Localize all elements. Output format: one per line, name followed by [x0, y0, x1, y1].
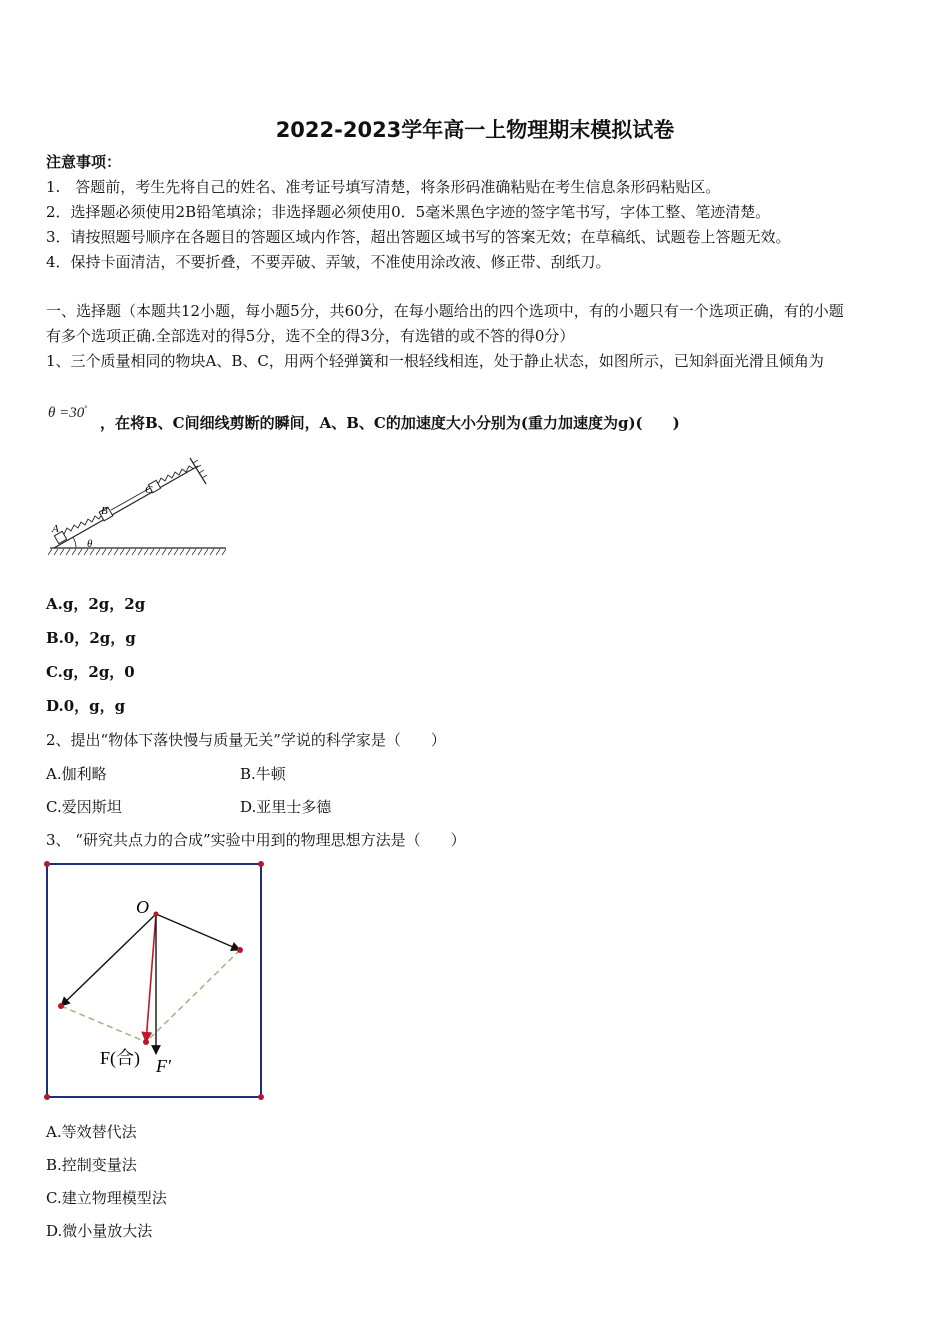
q1-option-a[interactable]: A.g，2g，2g: [46, 595, 146, 613]
q3-stem: 3、 “研究共点力的合成”实验中用到的物理思想方法是（ ）: [46, 831, 466, 849]
frame-corner-br: [258, 1094, 264, 1100]
q1-theta-formula: [48, 404, 87, 422]
incline-surface: [54, 466, 198, 548]
q3-option-b[interactable]: B.控制变量法: [46, 1156, 137, 1174]
force-f1-arrow: [61, 914, 156, 1006]
ground-hatching: [48, 549, 226, 555]
q1-stem-line-2: ，在将B、C间细线剪断的瞬间，A、B、C的加速度大小分别为(重力加速度为g)( ): [100, 414, 680, 432]
notice-item-4: 4．保持卡面清洁，不要折叠，不要弄破、弄皱，不准使用涂改液、修正带、刮纸刀。: [46, 253, 611, 271]
label-o: O: [136, 897, 149, 917]
frame-corner-bl: [44, 1094, 50, 1100]
spring-c-wall: [158, 466, 194, 484]
theta-arc: [73, 537, 76, 548]
q1-theta-text: θ =30: [48, 405, 85, 421]
force-f2-arrow: [156, 914, 240, 950]
label-b: B: [101, 505, 108, 517]
q1-stem-line-1: 1、三个质量相同的物块A、B、C，用两个轻弹簧和一根轻线相连，处于静止状态，如图所示，已知斜面光滑且倾角为: [46, 352, 824, 370]
resultant-force-arrow: [146, 914, 156, 1042]
label-a: A: [52, 523, 59, 535]
label-theta: θ: [87, 538, 93, 550]
q3-option-a[interactable]: A.等效替代法: [46, 1123, 137, 1141]
frame-corner-tl: [44, 861, 50, 867]
section-instructions-line-2: 有多个选项正确.全部选对的得5分，选不全的得3分，有选错的或不答的得0分）: [46, 327, 575, 345]
page-title: 2022-2023学年高一上物理期末模拟试卷: [275, 118, 675, 142]
q2-option-c[interactable]: C.爱因斯坦: [46, 798, 122, 816]
point-f2-end: [237, 947, 243, 953]
q3-option-c[interactable]: C.建立物理模型法: [46, 1189, 167, 1207]
q1-option-d[interactable]: D.0，g，g: [46, 697, 126, 715]
q1-option-b[interactable]: B.0，2g，g: [46, 629, 136, 647]
label-f-resultant: F(合): [100, 1048, 140, 1068]
q2-stem: 2、提出“物体下落快慢与质量无关”学说的科学家是（ ）: [46, 731, 446, 749]
q2-option-b[interactable]: B.牛顿: [240, 765, 286, 783]
frame-corner-tr: [258, 861, 264, 867]
q1-option-c[interactable]: C.g，2g，0: [46, 663, 135, 681]
q2-option-a[interactable]: A.伽利略: [46, 765, 107, 783]
section-instructions-line-1: 一、选择题（本题共12小题，每小题5分，共60分，在每小题给出的四个选项中，有的小题只有一个选项正确，有的小题: [46, 302, 844, 320]
notice-item-1: 1. 答题前，考生先将自己的姓名、准考证号填写清楚，将条形码准确粘贴在考生信息条形码粘贴区。: [46, 178, 721, 196]
notice-heading: 注意事项：: [46, 153, 122, 171]
figure-frame: [47, 864, 261, 1097]
point-f1-end: [58, 1003, 64, 1009]
point-o: [154, 912, 159, 917]
point-resultant-end: [143, 1039, 149, 1045]
parallelogram-dash-1: [61, 1006, 146, 1042]
q2-option-d[interactable]: D.亚里士多德: [240, 798, 332, 816]
label-c: C: [145, 484, 153, 496]
q1-incline-figure: [46, 452, 231, 558]
q3-force-figure: [40, 858, 270, 1104]
label-f-prime: F′: [156, 1056, 171, 1076]
notice-item-3: 3．请按照题号顺序在各题目的答题区域内作答，超出答题区域书写的答案无效；在草稿纸、试题卷上答题无效。: [46, 228, 791, 246]
notice-item-2: 2．选择题必须使用2B铅笔填涂；非选择题必须使用0．5毫米黑色字迹的签字笔书写，字体工整、笔迹清楚。: [46, 203, 771, 221]
q3-option-d[interactable]: D.微小量放大法: [46, 1222, 153, 1240]
parallelogram-dash-2: [146, 950, 240, 1042]
incline-wall: [190, 458, 206, 484]
q1-theta-degree: °: [84, 404, 88, 413]
